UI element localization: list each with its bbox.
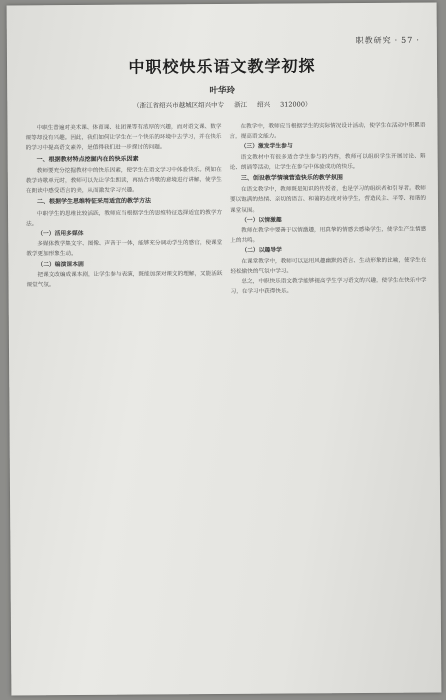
body-paragraph: 在语文教学中，教师既是知识的传授者，也是学习的组织者和引导者。教师要以饱满的热情、亲切的语言、和蔼的态度对待学生，营造民主、平等、和谐的课堂氛围。 bbox=[229, 185, 426, 214]
journal-name: 职教研究 bbox=[355, 35, 392, 46]
section-heading: 三、创设教学情境营造快乐的教学氛围 bbox=[240, 174, 343, 182]
body-paragraph: 多媒体教学集文字、图像、声音于一体，能够充分调动学生的感官，使课堂教学更加形象生动。 bbox=[26, 240, 223, 258]
affiliation-school: （浙江省绍兴市越城区绍兴中专 bbox=[133, 100, 225, 110]
body-paragraph: 教师要充分挖掘教材中的快乐因素，使学生在语文学习中体验快乐。例如在教学诗歌单元时，教师可以先让学生朗读，再结合诗歌的意境进行讲解，使学生在朗读中感受语言的美，从而激发学习兴趣。 bbox=[25, 166, 222, 195]
affiliation-postcode: 312000） bbox=[280, 100, 312, 109]
journal-page bbox=[7, 3, 442, 696]
section-heading: 二、根据学生思维特征采用适宜的教学方法 bbox=[36, 197, 152, 206]
body-paragraph: 中职生普遍对美术课、体育课、社团课等有浓厚的兴趣，而对语文课、数学课等却没有兴趣。因此，我们如何让学生在一个快乐的环境中去学习，并在快乐的学习中提高语文素养，是值得我们进一步探讨的问题。 bbox=[25, 124, 222, 152]
header-separator: · bbox=[416, 35, 420, 45]
subsection-heading: （二）编演课本剧 bbox=[37, 261, 84, 268]
article-title: 中职校快乐语文教学初探 bbox=[128, 56, 316, 77]
article-author: 叶华玲 bbox=[209, 85, 235, 97]
body-paragraph: 把课文改编成课本剧，让学生参与表演，既能加深对课文的理解，又能活跃课堂气氛。 bbox=[26, 270, 223, 289]
subsection-heading: （二）以趣导学 bbox=[241, 248, 282, 255]
right-text-column bbox=[229, 121, 426, 298]
subsection-heading: （一）以情激趣 bbox=[241, 217, 282, 224]
body-paragraph: 中职学生的思维比较活跃，教师应当根据学生的思维特征选择适宜的教学方法。 bbox=[26, 209, 223, 228]
body-paragraph: 教师在教学中要善于以情激趣，用真挚的情感去感染学生，使学生产生情感上的共鸣。 bbox=[230, 226, 427, 245]
affiliation-city: 绍兴 bbox=[257, 100, 271, 109]
page-number: 57 bbox=[401, 35, 414, 45]
body-paragraph: 在教学中，教师应当根据学生的实际情况设计活动，使学生在活动中积累语言，提高语文能力。 bbox=[229, 122, 426, 141]
subsection-heading: （三）激发学生参与 bbox=[240, 143, 293, 151]
body-paragraph: 在课堂教学中，教师可以运用风趣幽默的语言、生动形象的比喻，使学生在轻松愉快的气氛中学习。 bbox=[230, 257, 427, 275]
body-paragraph: 语文教材中有很多适合学生参与的内容，教师可以组织学生开展讨论、辩论、朗诵等活动，让学生在参与中体验成功的快乐。 bbox=[229, 153, 426, 171]
section-heading: 一、根据教材特点挖掘内在的快乐因素 bbox=[36, 155, 139, 163]
affiliation-province: 浙江 bbox=[234, 100, 248, 109]
left-text-column bbox=[25, 122, 222, 291]
running-header bbox=[356, 35, 423, 46]
header-separator: · bbox=[394, 35, 399, 45]
article-affiliation bbox=[7, 99, 437, 111]
subsection-heading: （一）活用多媒体 bbox=[37, 231, 84, 238]
body-paragraph: 总之，中职快乐语文教学能够提高学生学习语文的兴趣，使学生在快乐中学习，在学习中获得快乐。 bbox=[230, 277, 427, 296]
